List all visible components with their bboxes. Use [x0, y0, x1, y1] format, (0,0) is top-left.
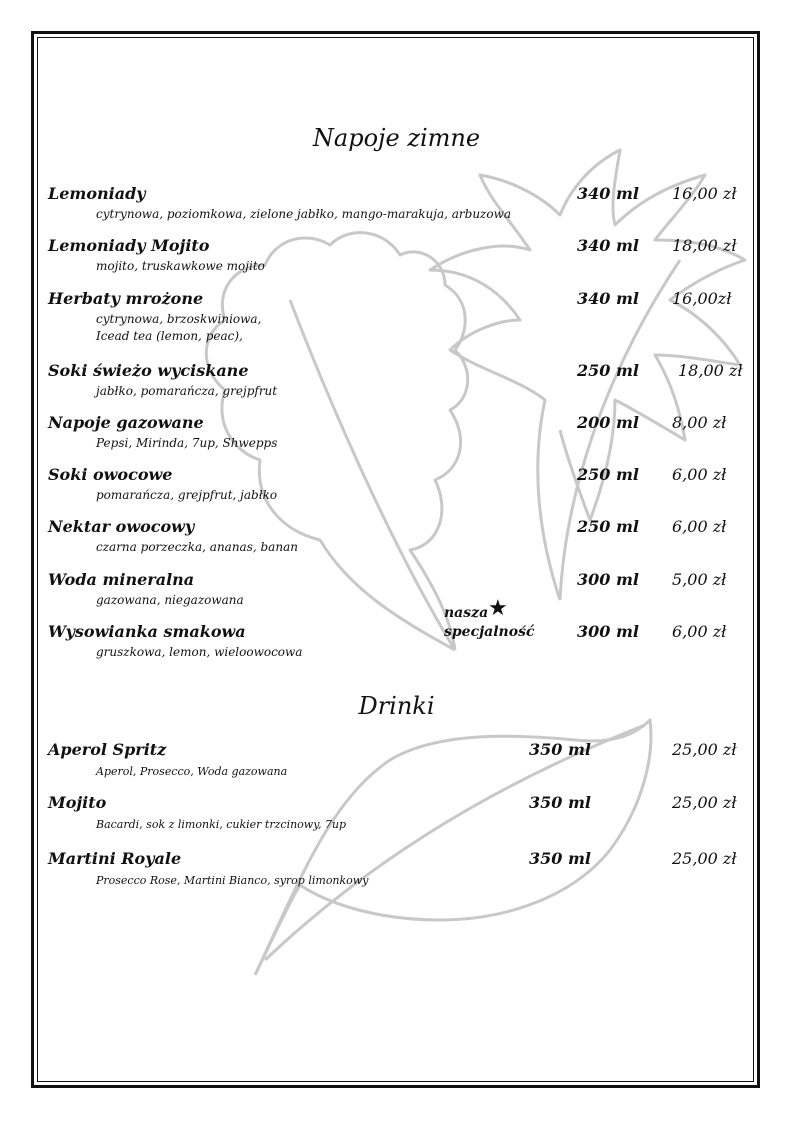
menu-item-name: Lemoniady Mojito — [48, 236, 210, 255]
section-title-drinks: Drinki — [358, 692, 435, 720]
menu-item-description: jabłko, pomarańcza, grejpfrut — [96, 384, 278, 398]
menu-item-name: Lemoniady — [48, 184, 146, 203]
star-icon: ★ — [488, 596, 508, 621]
drink-item-description: Aperol, Prosecco, Woda gazowana — [96, 765, 288, 778]
menu-item-price: 5,00 zł — [672, 570, 727, 589]
menu-item-volume: 340 ml — [577, 184, 639, 203]
menu-item-volume: 340 ml — [577, 289, 639, 308]
menu-item-description: gazowana, niegazowana — [96, 593, 244, 607]
menu-item-description: pomarańcza, grejpfrut, jabłko — [96, 488, 278, 502]
menu-item-volume: 250 ml — [577, 361, 639, 380]
menu-item-price: 6,00 zł — [672, 622, 727, 641]
menu-item-description: czarna porzeczka, ananas, banan — [96, 540, 298, 554]
menu-item-name: Herbaty mrożone — [48, 289, 204, 308]
menu-item-name: Soki świeżo wyciskane — [48, 361, 249, 380]
menu-item-price: 18,00 zł — [678, 361, 743, 380]
menu-item-volume: 200 ml — [577, 413, 639, 432]
menu-item-price: 16,00 zł — [672, 184, 737, 203]
menu-item-name: Napoje gazowane — [48, 413, 204, 432]
menu-item-volume: 300 ml — [577, 622, 639, 641]
menu-item-price: 6,00 zł — [672, 465, 727, 484]
menu-item-name: Wysowianka smakowa — [48, 622, 246, 641]
drink-item-price: 25,00 zł — [672, 740, 737, 759]
drink-item-description: Prosecco Rose, Martini Bianco, syrop limonkowy — [96, 874, 369, 887]
menu-item-volume: 340 ml — [577, 236, 639, 255]
special-label-line2: specjalność — [444, 624, 535, 640]
menu-item-description: cytrynowa, poziomkowa, zielone jabłko, mango-marakuja, arbuzowa — [96, 207, 512, 221]
drink-item-price: 25,00 zł — [672, 849, 737, 868]
menu-item-volume: 250 ml — [577, 465, 639, 484]
menu-item-price: 16,00zł — [672, 289, 732, 308]
drink-item-name: Mojito — [48, 793, 107, 812]
menu-item-description: Pepsi, Mirinda, 7up, Shwepps — [96, 436, 278, 450]
menu-item-description: mojito, truskawkowe mojito — [96, 259, 265, 273]
menu-item-volume: 300 ml — [577, 570, 639, 589]
menu-item-volume: 250 ml — [577, 517, 639, 536]
menu-item-description: cytrynowa, brzoskwiniowa, — [96, 312, 262, 326]
menu-item-name: Nektar owocowy — [48, 517, 195, 536]
menu-item-price: 6,00 zł — [672, 517, 727, 536]
section-title-cold: Napoje zimne — [312, 124, 481, 152]
drink-item-name: Martini Royale — [48, 849, 182, 868]
drink-item-volume: 350 ml — [529, 849, 591, 868]
drink-item-name: Aperol Spritz — [48, 740, 167, 759]
menu-item-price: 8,00 zł — [672, 413, 727, 432]
menu-item-description: Icead tea (lemon, peac), — [96, 329, 243, 343]
drink-item-description: Bacardi, sok z limonki, cukier trzcinowy, 7up — [96, 818, 347, 831]
menu-item-name: Soki owocowe — [48, 465, 173, 484]
menu-item-price: 18,00 zł — [672, 236, 737, 255]
drink-item-volume: 350 ml — [529, 793, 591, 812]
menu-item-description: gruszkowa, lemon, wieloowocowa — [96, 645, 303, 659]
special-label-line1: nasza — [444, 605, 489, 621]
drink-item-volume: 350 ml — [529, 740, 591, 759]
drink-item-price: 25,00 zł — [672, 793, 737, 812]
menu-item-name: Woda mineralna — [48, 570, 195, 589]
